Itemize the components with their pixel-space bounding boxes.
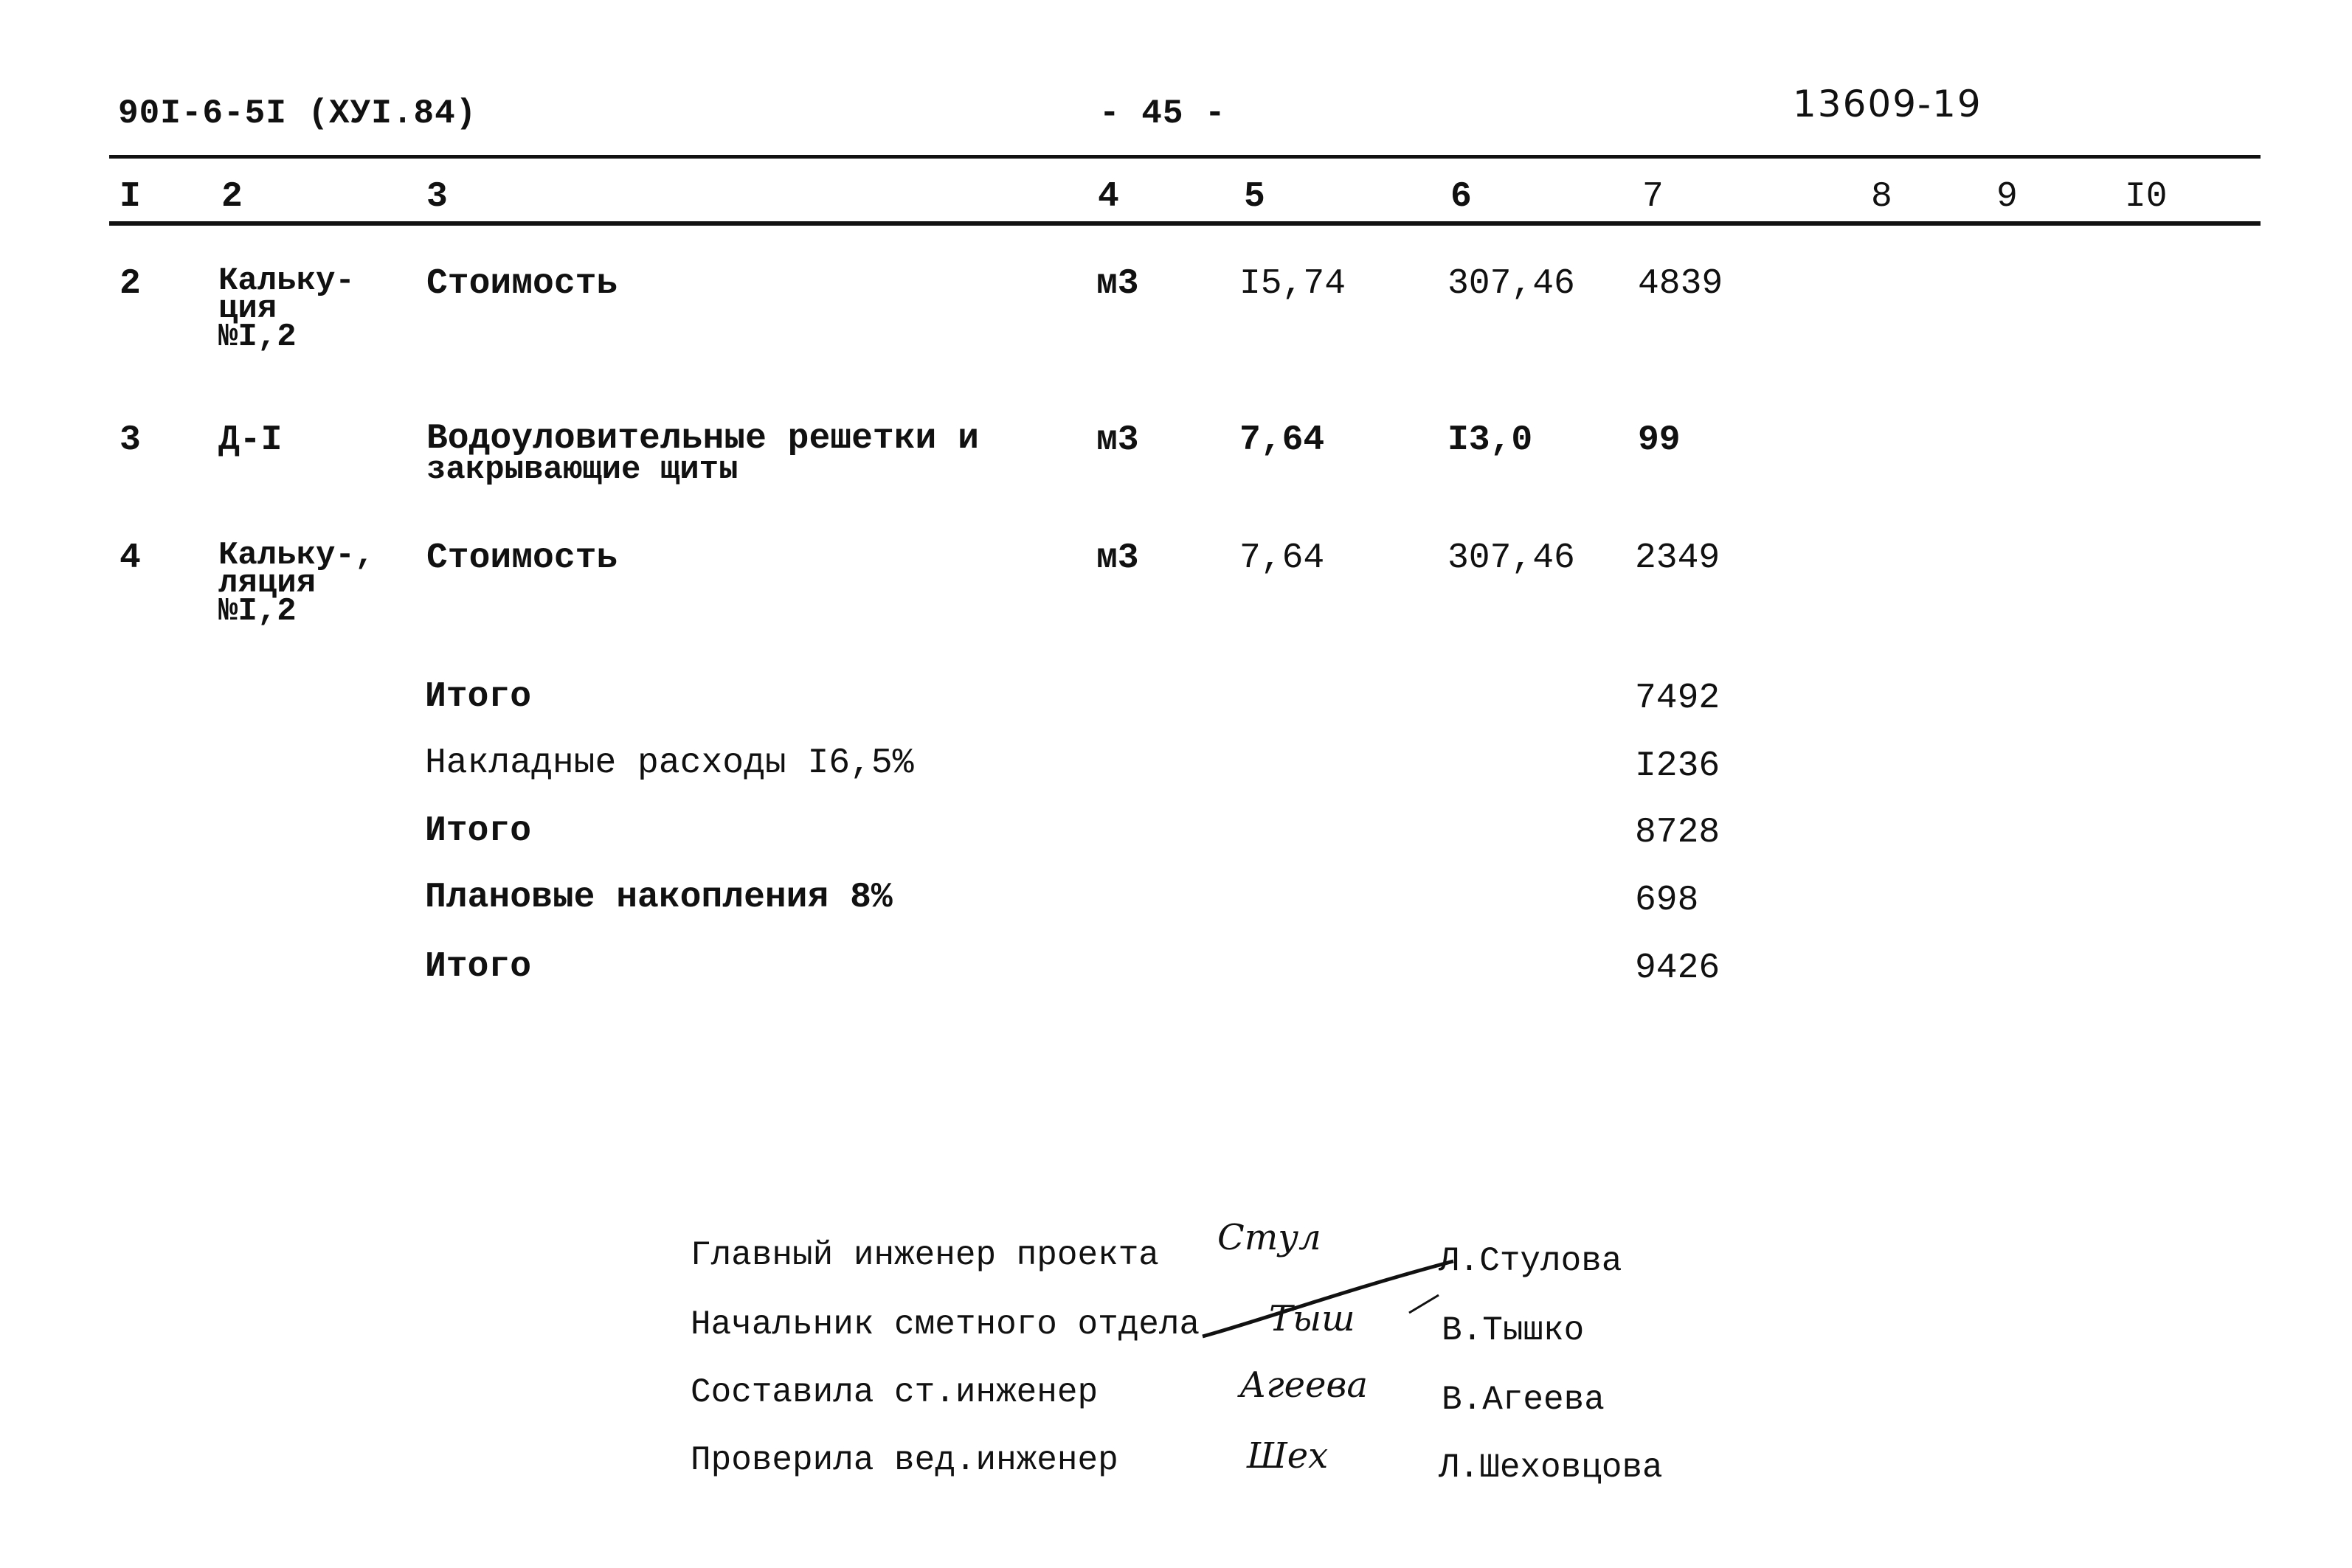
- row-number: 4: [120, 538, 141, 578]
- basis-line: Кальку-,: [218, 537, 375, 574]
- basis-line: ляция: [218, 565, 317, 602]
- pen-stroke-icon: [1195, 1254, 1461, 1342]
- summary-label: Накладные расходы I6,5%: [425, 743, 914, 783]
- row-basis: [218, 420, 283, 460]
- basis-line: Кальку-: [218, 263, 355, 299]
- signatory-name: Л.Стулова: [1439, 1242, 1622, 1280]
- signature-role: Составила ст.инженер: [691, 1373, 1099, 1412]
- row-unit: м3: [1096, 420, 1139, 460]
- column-number-6: 6: [1450, 177, 1472, 217]
- row-unit-price: I3,0: [1447, 420, 1533, 460]
- summary-label: Плановые накопления 8%: [425, 878, 893, 917]
- signatory-name: В.Тышко: [1442, 1311, 1585, 1350]
- summary-label: Итого: [425, 811, 532, 851]
- column-number-8: 8: [1871, 177, 1892, 217]
- name-line: Стоимость: [426, 264, 618, 304]
- signatory-name: Л.Шеховцова: [1439, 1449, 1663, 1487]
- page-number: - 45 -: [1099, 94, 1226, 133]
- row-unit: м3: [1096, 264, 1139, 304]
- archive-number: 13609-19: [1793, 83, 1982, 125]
- row-number: 3: [120, 420, 141, 460]
- summary-value: I236: [1635, 746, 1720, 786]
- column-number-4: 4: [1098, 177, 1119, 217]
- column-number-2: 2: [221, 177, 243, 217]
- document-code: 90I-6-5I (XУI.84): [118, 94, 477, 133]
- summary-value: 698: [1635, 881, 1699, 920]
- basis-line: №I,2: [218, 593, 297, 630]
- row-total: 4839: [1638, 264, 1723, 304]
- row-quantity: 7,64: [1239, 420, 1325, 460]
- handwritten-signature: Стул: [1217, 1217, 1321, 1258]
- summary-value: 9426: [1635, 948, 1720, 988]
- signatory-name: В.Агеева: [1442, 1381, 1605, 1419]
- basis-line: Д-I: [218, 420, 283, 460]
- handwritten-signature: Шех: [1247, 1435, 1329, 1477]
- row-quantity: I5,74: [1239, 264, 1346, 304]
- signature-role: Начальник сметного отдела: [691, 1305, 1200, 1344]
- row-name: [426, 264, 618, 304]
- row-quantity: 7,64: [1239, 538, 1325, 578]
- summary-value: 8728: [1635, 813, 1720, 853]
- column-number-3: 3: [426, 177, 448, 217]
- signature-role: Главный инженер проекта: [691, 1236, 1159, 1274]
- handwritten-signature: Тыш: [1269, 1298, 1355, 1339]
- column-number-1: I: [120, 177, 141, 217]
- summary-label: Итого: [425, 947, 532, 987]
- summary-label: Итого: [425, 677, 532, 717]
- column-number-5: 5: [1244, 177, 1265, 217]
- handwritten-signature: Агеева: [1239, 1364, 1368, 1406]
- row-unit: м3: [1096, 538, 1139, 578]
- row-total: 2349: [1635, 538, 1720, 578]
- name-line: Стоимость: [426, 538, 618, 578]
- column-number-9: 9: [1996, 177, 2018, 217]
- column-number-7: 7: [1642, 177, 1664, 217]
- signature-role: Проверила вед.инженер: [691, 1441, 1118, 1479]
- header-top-rule: [109, 155, 2261, 159]
- row-name: [426, 538, 618, 578]
- row-unit-price: 307,46: [1447, 264, 1575, 304]
- row-basis: [218, 263, 355, 355]
- name-line: Водоуловительные решетки и: [426, 419, 979, 459]
- row-basis: [218, 537, 375, 630]
- summary-value: 7492: [1635, 679, 1720, 718]
- row-number: 2: [120, 264, 141, 304]
- basis-line: ция: [218, 291, 277, 327]
- header-bottom-rule: [109, 221, 2261, 226]
- name-line: закрывающие щиты: [426, 451, 739, 488]
- basis-line: №I,2: [218, 319, 297, 355]
- column-number-10: I0: [2125, 177, 2168, 217]
- row-name: [426, 419, 979, 488]
- row-unit-price: 307,46: [1447, 538, 1575, 578]
- row-total: 99: [1638, 420, 1681, 460]
